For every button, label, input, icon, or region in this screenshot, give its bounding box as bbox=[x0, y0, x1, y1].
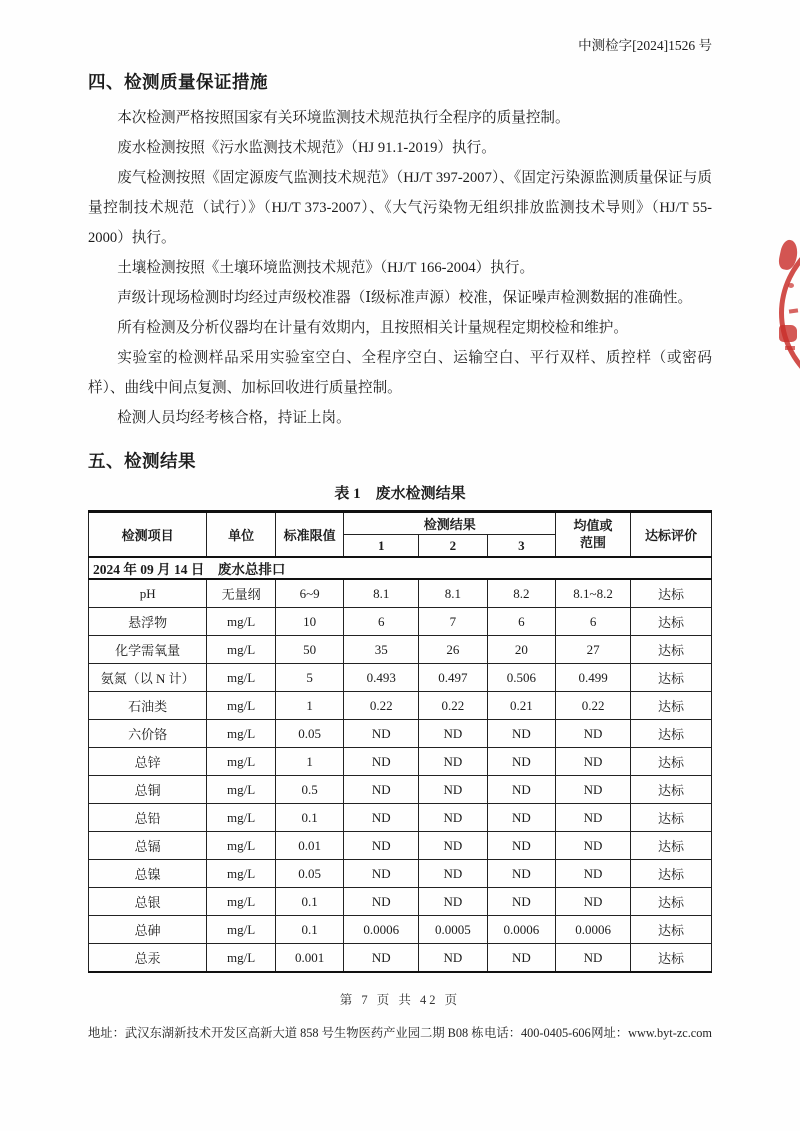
table-cell: ND bbox=[556, 944, 631, 973]
col-header-results-group: 检测结果 bbox=[344, 512, 556, 535]
quality-paragraphs bbox=[88, 103, 712, 433]
table-cell: 6 bbox=[487, 608, 556, 636]
table-cell: ND bbox=[419, 888, 488, 916]
table-cell: mg/L bbox=[207, 720, 276, 748]
table-cell: 达标 bbox=[630, 888, 711, 916]
sample-group-row bbox=[89, 557, 712, 579]
quality-paragraph: 本次检测严格按照国家有关环境监测技术规范执行全程序的质量控制。 bbox=[117, 110, 570, 126]
page-number: 第 7 页 共 42 页 bbox=[339, 993, 461, 1007]
col-header-result-1: 1 bbox=[344, 535, 419, 558]
table-cell: 6~9 bbox=[275, 579, 344, 608]
table-title: 表 1 废水检测结果 bbox=[334, 486, 466, 502]
table-cell: ND bbox=[487, 748, 556, 776]
table-cell: ND bbox=[419, 832, 488, 860]
table-cell: 达标 bbox=[630, 636, 711, 664]
table-row bbox=[89, 804, 712, 832]
table-cell: mg/L bbox=[207, 748, 276, 776]
col-header-limit: 标准限值 bbox=[275, 512, 344, 558]
table-cell: ND bbox=[344, 832, 419, 860]
footer-phone: 电话：400-0405-606 bbox=[484, 1026, 591, 1040]
table-cell: 总铅 bbox=[89, 804, 207, 832]
table-cell: 达标 bbox=[630, 804, 711, 832]
col-header-result-2: 2 bbox=[419, 535, 488, 558]
table-cell: 0.22 bbox=[344, 692, 419, 720]
table-cell: ND bbox=[556, 776, 631, 804]
table-cell: 达标 bbox=[630, 748, 711, 776]
table-cell: 悬浮物 bbox=[89, 608, 207, 636]
footer-contact-line bbox=[88, 1023, 712, 1041]
section-5-title: 五、检测结果 bbox=[88, 451, 196, 471]
table-cell: mg/L bbox=[207, 860, 276, 888]
table-cell: 总镍 bbox=[89, 860, 207, 888]
table-cell: ND bbox=[487, 720, 556, 748]
col-header-mean-line1: 均值或 bbox=[573, 518, 613, 534]
table-cell: 20 bbox=[487, 636, 556, 664]
table-row bbox=[89, 944, 712, 973]
table-cell: ND bbox=[344, 860, 419, 888]
table-cell: 氨氮（以 N 计） bbox=[89, 664, 207, 692]
table-cell: 0.0006 bbox=[487, 916, 556, 944]
table-cell: ND bbox=[419, 720, 488, 748]
table-cell: ND bbox=[419, 860, 488, 888]
table-cell: 8.2 bbox=[487, 579, 556, 608]
table-cell: 化学需氧量 bbox=[89, 636, 207, 664]
table-cell: ND bbox=[419, 804, 488, 832]
table-cell: 达标 bbox=[630, 664, 711, 692]
table-cell: 26 bbox=[419, 636, 488, 664]
doc-number: 中测检字[2024]1526 号 bbox=[578, 38, 712, 53]
col-header-mean-line2: 范围 bbox=[580, 534, 607, 550]
quality-paragraph: 废气检测按照《固定源废气监测技术规范》（HJ/T 397-2007）、《固定污染源监测质量保证与质量控制技术规范（试行）》（HJ/T 373-2007）、《大气污染物无组织排放监测技术导则》（HJ/T 55-2000）执行。 bbox=[88, 170, 712, 246]
table-cell: 总铜 bbox=[89, 776, 207, 804]
sample-group-label: 2024 年 09 月 14 日 废水总排口 bbox=[89, 557, 712, 579]
table-cell: ND bbox=[556, 748, 631, 776]
col-header-unit: 单位 bbox=[207, 512, 276, 558]
table-cell: 0.497 bbox=[419, 664, 488, 692]
table-cell: ND bbox=[344, 748, 419, 776]
table-cell: 达标 bbox=[630, 776, 711, 804]
table-cell: ND bbox=[344, 888, 419, 916]
table-cell: 0.506 bbox=[487, 664, 556, 692]
table-row bbox=[89, 664, 712, 692]
table-cell: ND bbox=[556, 832, 631, 860]
seal-fragment bbox=[789, 308, 798, 313]
table-cell: 0.22 bbox=[556, 692, 631, 720]
table-cell: mg/L bbox=[207, 636, 276, 664]
table-cell: 总汞 bbox=[89, 944, 207, 973]
table-cell: ND bbox=[344, 944, 419, 973]
table-cell: 0.05 bbox=[275, 860, 344, 888]
table-cell: 达标 bbox=[630, 860, 711, 888]
table-cell: ND bbox=[487, 860, 556, 888]
seal-fragment bbox=[779, 325, 797, 342]
table-row bbox=[89, 776, 712, 804]
red-seal-partial-stamp bbox=[773, 213, 800, 408]
footer-address: 地址：武汉东湖新技术开发区高新大道 858 号生物医药产业园二期 B08 栋 bbox=[88, 1026, 484, 1040]
table-cell: 0.05 bbox=[275, 720, 344, 748]
table-cell: 0.22 bbox=[419, 692, 488, 720]
table-cell: 0.0005 bbox=[419, 916, 488, 944]
table-cell: mg/L bbox=[207, 664, 276, 692]
table-cell: mg/L bbox=[207, 776, 276, 804]
seal-fragment bbox=[785, 346, 795, 350]
table-cell: ND bbox=[419, 748, 488, 776]
table-cell: ND bbox=[556, 720, 631, 748]
table-cell: 10 bbox=[275, 608, 344, 636]
table-cell: 35 bbox=[344, 636, 419, 664]
quality-paragraph: 废水检测按照《污水监测技术规范》（HJ 91.1-2019）执行。 bbox=[117, 140, 496, 156]
table-cell: ND bbox=[419, 944, 488, 973]
table-cell: ND bbox=[487, 832, 556, 860]
table-cell: 0.0006 bbox=[556, 916, 631, 944]
table-cell: 达标 bbox=[630, 608, 711, 636]
table-cell: mg/L bbox=[207, 804, 276, 832]
table-cell: mg/L bbox=[207, 916, 276, 944]
table-row bbox=[89, 579, 712, 608]
table-cell: 1 bbox=[275, 748, 344, 776]
table-cell: 50 bbox=[275, 636, 344, 664]
table-header-row bbox=[89, 512, 712, 535]
table-cell: 达标 bbox=[630, 832, 711, 860]
wastewater-results-table bbox=[88, 510, 712, 973]
table-cell: 0.01 bbox=[275, 832, 344, 860]
table-row bbox=[89, 748, 712, 776]
table-cell: ND bbox=[556, 860, 631, 888]
table-cell: 27 bbox=[556, 636, 631, 664]
table-cell: 达标 bbox=[630, 720, 711, 748]
table-cell: ND bbox=[556, 804, 631, 832]
table-cell: mg/L bbox=[207, 692, 276, 720]
quality-paragraph: 土壤检测按照《土壤环境监测技术规范》（HJ/T 166-2004）执行。 bbox=[117, 260, 535, 276]
table-cell: 6 bbox=[344, 608, 419, 636]
table-cell: pH bbox=[89, 579, 207, 608]
seal-fragment bbox=[777, 239, 800, 272]
table-cell: mg/L bbox=[207, 608, 276, 636]
col-header-result-3: 3 bbox=[487, 535, 556, 558]
table-row bbox=[89, 636, 712, 664]
table-cell: 0.499 bbox=[556, 664, 631, 692]
table-row bbox=[89, 720, 712, 748]
table-cell: ND bbox=[556, 888, 631, 916]
table-row bbox=[89, 832, 712, 860]
table-cell: 0.5 bbox=[275, 776, 344, 804]
table-cell: 石油类 bbox=[89, 692, 207, 720]
table-cell: ND bbox=[344, 776, 419, 804]
table-cell: 0.1 bbox=[275, 804, 344, 832]
footer-website: 网址：www.byt-zc.com bbox=[591, 1026, 712, 1040]
table-cell: ND bbox=[487, 888, 556, 916]
table-cell: mg/L bbox=[207, 944, 276, 973]
quality-paragraph: 实验室的检测样品采用实验室空白、全程序空白、运输空白、平行双样、质控样（或密码样）、曲线中间点复测、加标回收进行质量控制。 bbox=[88, 350, 712, 396]
col-header-evaluation: 达标评价 bbox=[630, 512, 711, 558]
table-row bbox=[89, 888, 712, 916]
table-cell: 7 bbox=[419, 608, 488, 636]
table-cell: ND bbox=[419, 776, 488, 804]
table-cell: 无量纲 bbox=[207, 579, 276, 608]
table-cell: 总银 bbox=[89, 888, 207, 916]
table-cell: mg/L bbox=[207, 832, 276, 860]
table-cell: 0.1 bbox=[275, 916, 344, 944]
table-cell: 达标 bbox=[630, 692, 711, 720]
table-cell: 达标 bbox=[630, 944, 711, 973]
col-header-item: 检测项目 bbox=[89, 512, 207, 558]
table-cell: 0.21 bbox=[487, 692, 556, 720]
table-cell: 8.1~8.2 bbox=[556, 579, 631, 608]
quality-paragraph: 所有检测及分析仪器均在计量有效期内，且按照相关计量规程定期校检和维护。 bbox=[117, 320, 628, 336]
table-cell: 8.1 bbox=[344, 579, 419, 608]
table-cell: 总锌 bbox=[89, 748, 207, 776]
table-cell: 达标 bbox=[630, 916, 711, 944]
table-cell: 0.493 bbox=[344, 664, 419, 692]
table-cell: 六价铬 bbox=[89, 720, 207, 748]
table-cell: 总镉 bbox=[89, 832, 207, 860]
seal-arc bbox=[779, 218, 800, 408]
table-cell: 5 bbox=[275, 664, 344, 692]
table-cell: 6 bbox=[556, 608, 631, 636]
table-cell: 0.0006 bbox=[344, 916, 419, 944]
table-cell: 0.001 bbox=[275, 944, 344, 973]
table-cell: ND bbox=[344, 720, 419, 748]
table-row bbox=[89, 692, 712, 720]
table-cell: 达标 bbox=[630, 579, 711, 608]
table-cell: mg/L bbox=[207, 888, 276, 916]
seal-fragment bbox=[788, 283, 794, 288]
quality-paragraph: 检测人员均经考核合格，持证上岗。 bbox=[117, 410, 351, 426]
quality-paragraph: 声级计现场检测时均经过声级校准器（Ⅰ级标准声源）校准，保证噪声检测数据的准确性。 bbox=[117, 290, 693, 306]
table-cell: 总砷 bbox=[89, 916, 207, 944]
table-row bbox=[89, 916, 712, 944]
col-header-mean bbox=[556, 512, 631, 558]
table-cell: ND bbox=[487, 944, 556, 973]
table-cell: 8.1 bbox=[419, 579, 488, 608]
table-cell: 0.1 bbox=[275, 888, 344, 916]
table-cell: ND bbox=[487, 804, 556, 832]
table-row bbox=[89, 860, 712, 888]
table-cell: ND bbox=[487, 776, 556, 804]
table-row bbox=[89, 608, 712, 636]
table-cell: ND bbox=[344, 804, 419, 832]
section-4-title: 四、检测质量保证措施 bbox=[88, 72, 268, 92]
table-body bbox=[89, 557, 712, 972]
table-cell: 1 bbox=[275, 692, 344, 720]
